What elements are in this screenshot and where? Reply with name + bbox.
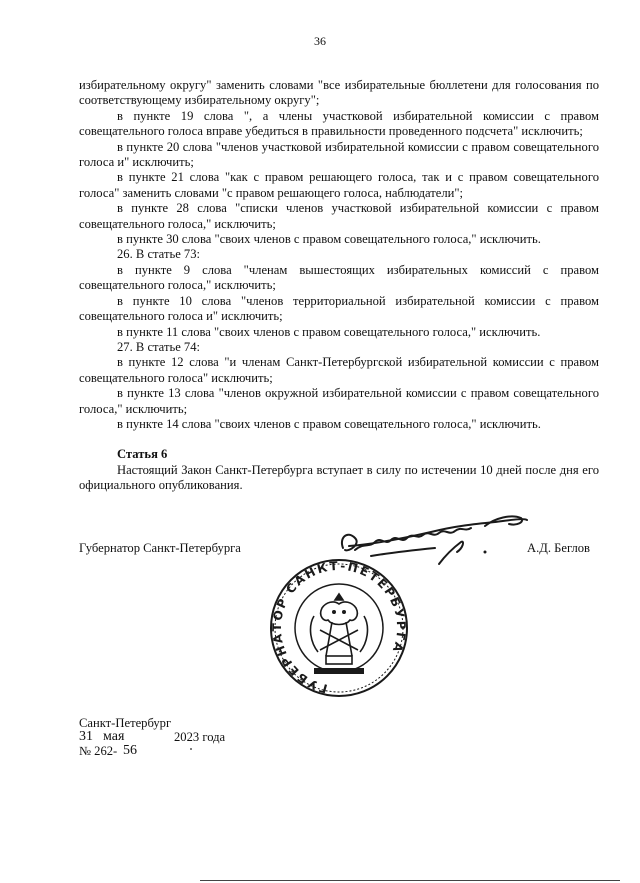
document-body xyxy=(79,78,599,494)
paragraph: в пункте 11 слова "своих членов с правом совещательного голоса," исключить. xyxy=(117,324,541,339)
date-year: 2023 года xyxy=(174,730,226,744)
law-number-prefix: № 262- xyxy=(79,744,118,758)
paragraph: в пункте 20 слова "членов участковой избирательной комиссии с правом совещательного голоса и" исключить; xyxy=(79,139,599,170)
law-number-suffix: 56 xyxy=(123,743,137,758)
section-item: 27. В статье 74: xyxy=(117,339,201,354)
scan-edge-line xyxy=(200,880,620,881)
paragraph: в пункте 30 слова "своих членов с правом совещательного голоса," исключить. xyxy=(117,232,541,247)
signing-details xyxy=(79,716,226,758)
law-number xyxy=(79,744,171,758)
governor-name: А.Д. Беглов xyxy=(527,541,591,555)
paragraph: в пункте 9 слова "членам вышестоящих избирательных комиссий с правом совещательного голоса," исключить; xyxy=(79,262,599,293)
article-heading: Статья 6 xyxy=(117,447,168,462)
date-day: 31 xyxy=(79,729,93,744)
governor-title: Губернатор Санкт-Петербурга xyxy=(79,541,241,555)
article-text: Настоящий Закон Санкт-Петербурга вступает в силу по истечении 10 дней после дня его официального опубликования. xyxy=(79,462,599,493)
section-item: 26. В статье 73: xyxy=(117,247,201,262)
paragraph: в пункте 13 слова "членов окружной избирательной комиссии с правом совещательного голоса," исключить; xyxy=(79,386,599,416)
signing-place xyxy=(79,716,171,730)
ink-speck xyxy=(190,748,192,750)
signing-date xyxy=(79,729,226,744)
paragraph: в пункте 28 слова "списки членов участковой избирательной комиссии с правом совещательного голоса," исключить; xyxy=(79,201,599,231)
page-number: 36 xyxy=(314,34,326,48)
paragraph: в пункте 21 слова "как с правом решающего голоса, так и с правом совещательного голоса" заменить словами "с правом решающего голоса, наблюдатели"; xyxy=(79,170,599,200)
paragraph: в пункте 14 слова "своих членов с правом совещательного голоса," исключить. xyxy=(117,416,541,431)
governor-seal xyxy=(264,556,414,698)
paragraph: в пункте 10 слова "членов территориальной избирательной комиссии с правом совещательного голоса и" исключить; xyxy=(79,293,599,324)
date-month: мая xyxy=(103,729,125,744)
seal-text: ГУБЕРНАТОР САНКТ-ПЕТЕРБУРГА xyxy=(269,558,409,696)
signing-place-text: Санкт-Петербург xyxy=(79,716,172,730)
paragraph: в пункте 19 слова ", а члены участковой избирательной комиссии с правом совещательного голоса вправе убедиться в правильности проведенного подсчета" исключить; xyxy=(79,108,599,139)
paragraph: в пункте 12 слова "и членам Санкт-Петербургской избирательной комиссии с правом совещательного голоса" исключить; xyxy=(79,355,599,385)
paragraph: избирательному округу" заменить словами "все избирательные бюллетени для голосования по соответствующему избирательному округу"; xyxy=(79,78,599,108)
